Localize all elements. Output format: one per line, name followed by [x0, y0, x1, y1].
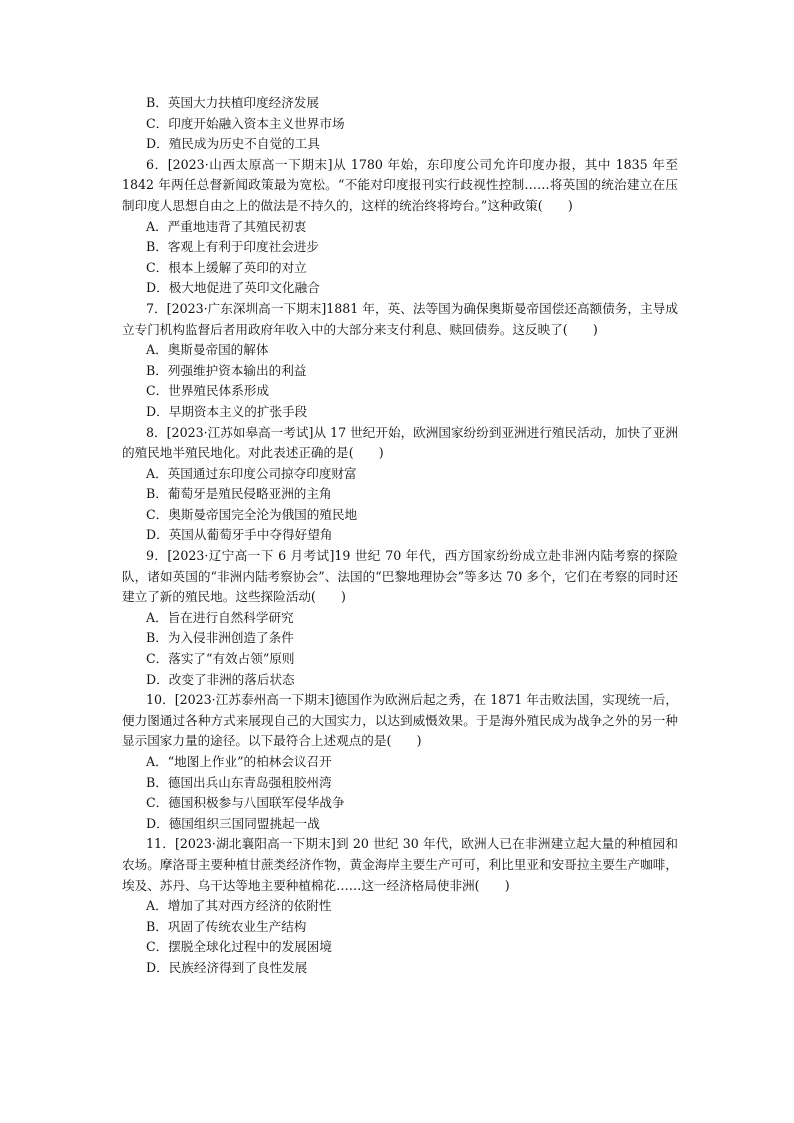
option-c: C．落实了“有效占领”原则 [146, 651, 295, 667]
option-b: B．客观上有利于印度社会进步 [146, 239, 319, 255]
option-a: A．“地图上作业”的柏林会议召开 [146, 754, 332, 769]
option-a: A．严重地违背了其殖民初衷 [146, 218, 307, 234]
question-stem: 8．[2023·江苏如皋高一考试]从 17 世纪开始，欧洲国家纷纷到亚洲进行殖民活动，加快了亚洲的殖民地半殖民地化。对此表述正确的是( ) [122, 424, 678, 461]
question-stem: 9．[2023·辽宁高一下 6 月考试]19 世纪 70 年代，西方国家纷纷成立赴非洲内陆考察的探险队，诸如英国的“非洲内陆考察协会”、法国的“巴黎地理协会”等多达 70 多个，它们在考察的同时还建立了新的殖民地。这些探险活动( ) [122, 548, 678, 605]
option-b: B．葡萄牙是殖民侵略亚洲的主角 [146, 486, 332, 502]
question-stem: 7．[2023·广东深圳高一下期末]1881 年，英、法等国为确保奥斯曼帝国偿还高额债务，主导成立专门机构监督后者用政府年收入中的大部分来支付利息、赎回债券。这反映了( ) [122, 300, 678, 337]
option-d: D．英国从葡萄牙手中夺得好望角 [146, 527, 333, 543]
question-7 [122, 299, 678, 423]
option-a: A．英国通过东印度公司掠夺印度财富 [146, 465, 357, 481]
option-d: D．殖民成为历史不自觉的工具 [146, 136, 320, 152]
option-c: C．根本上缓解了英印的对立 [146, 259, 307, 275]
option-c: C．印度开始融入资本主义世界市场 [146, 115, 345, 131]
question-stem: 10．[2023·江苏泰州高一下期末]德国作为欧洲后起之秀，在 1871 年击败法国，实现统一后，便力图通过各种方式来展现自己的大国实力，以达到威慑效果。于是海外殖民成为战争之外的另一种显示国家力量的途径。以下最符合上述观点的是( ) [122, 692, 678, 749]
question-stem: 6．[2023·山西太原高一下期末]从 1780 年始，东印度公司允许印度办报，其中 1835 年至 1842 年两任总督新闻政策最为宽松。“不能对印度报刊实行歧视性控制……将英国的统治建立在压制印度人思想自由之上的做法是不持久的，这样的统治终将垮台。”这种政策( ) [122, 156, 678, 213]
option-a: A．奥斯曼帝国的解体 [146, 342, 269, 358]
option-b: B．德国出兵山东青岛强租胶州湾 [146, 774, 332, 790]
question-5-options [122, 93, 678, 155]
option-b: B．英国大力扶植印度经济发展 [146, 95, 319, 110]
option-c: C．世界殖民体系形成 [146, 383, 269, 399]
option-d: D．改变了非洲的落后状态 [146, 671, 295, 687]
option-c: C．奥斯曼帝国完全沦为俄国的殖民地 [146, 506, 358, 522]
option-d: D．早期资本主义的扩张手段 [146, 403, 308, 419]
question-8 [122, 423, 678, 547]
question-stem: 11．[2023·湖北襄阳高一下期末]到 20 世纪 30 年代，欧洲人已在非洲建立起大量的种植园和农场。摩洛哥主要种植甘蔗类经济作物，黄金海岸主要生产可可，利比里亚和安哥拉主要生产咖啡，埃及、苏丹、乌干达等地主要种植棉花……这一经济格局使非洲( ) [122, 836, 678, 893]
option-d: D．民族经济得到了良性发展 [146, 959, 308, 975]
option-b: B．巩固了传统农业生产结构 [146, 918, 307, 934]
option-b: B．列强维护资本输出的利益 [146, 362, 307, 378]
question-11 [122, 834, 678, 978]
exam-page [122, 93, 678, 979]
option-c: C．摆脱全球化过程中的发展困境 [146, 939, 332, 955]
option-b: B．为入侵非洲创造了条件 [146, 630, 294, 646]
option-a: A．旨在进行自然科学研究 [146, 609, 294, 625]
question-6 [122, 155, 678, 299]
question-9 [122, 546, 678, 690]
option-d: D．德国组织三国同盟挑起一战 [146, 815, 320, 831]
question-10 [122, 690, 678, 834]
option-a: A．增加了其对西方经济的依附性 [146, 898, 332, 914]
option-d: D．极大地促进了英印文化融合 [146, 280, 320, 296]
option-c: C．德国积极参与八国联军侵华战争 [146, 795, 345, 811]
